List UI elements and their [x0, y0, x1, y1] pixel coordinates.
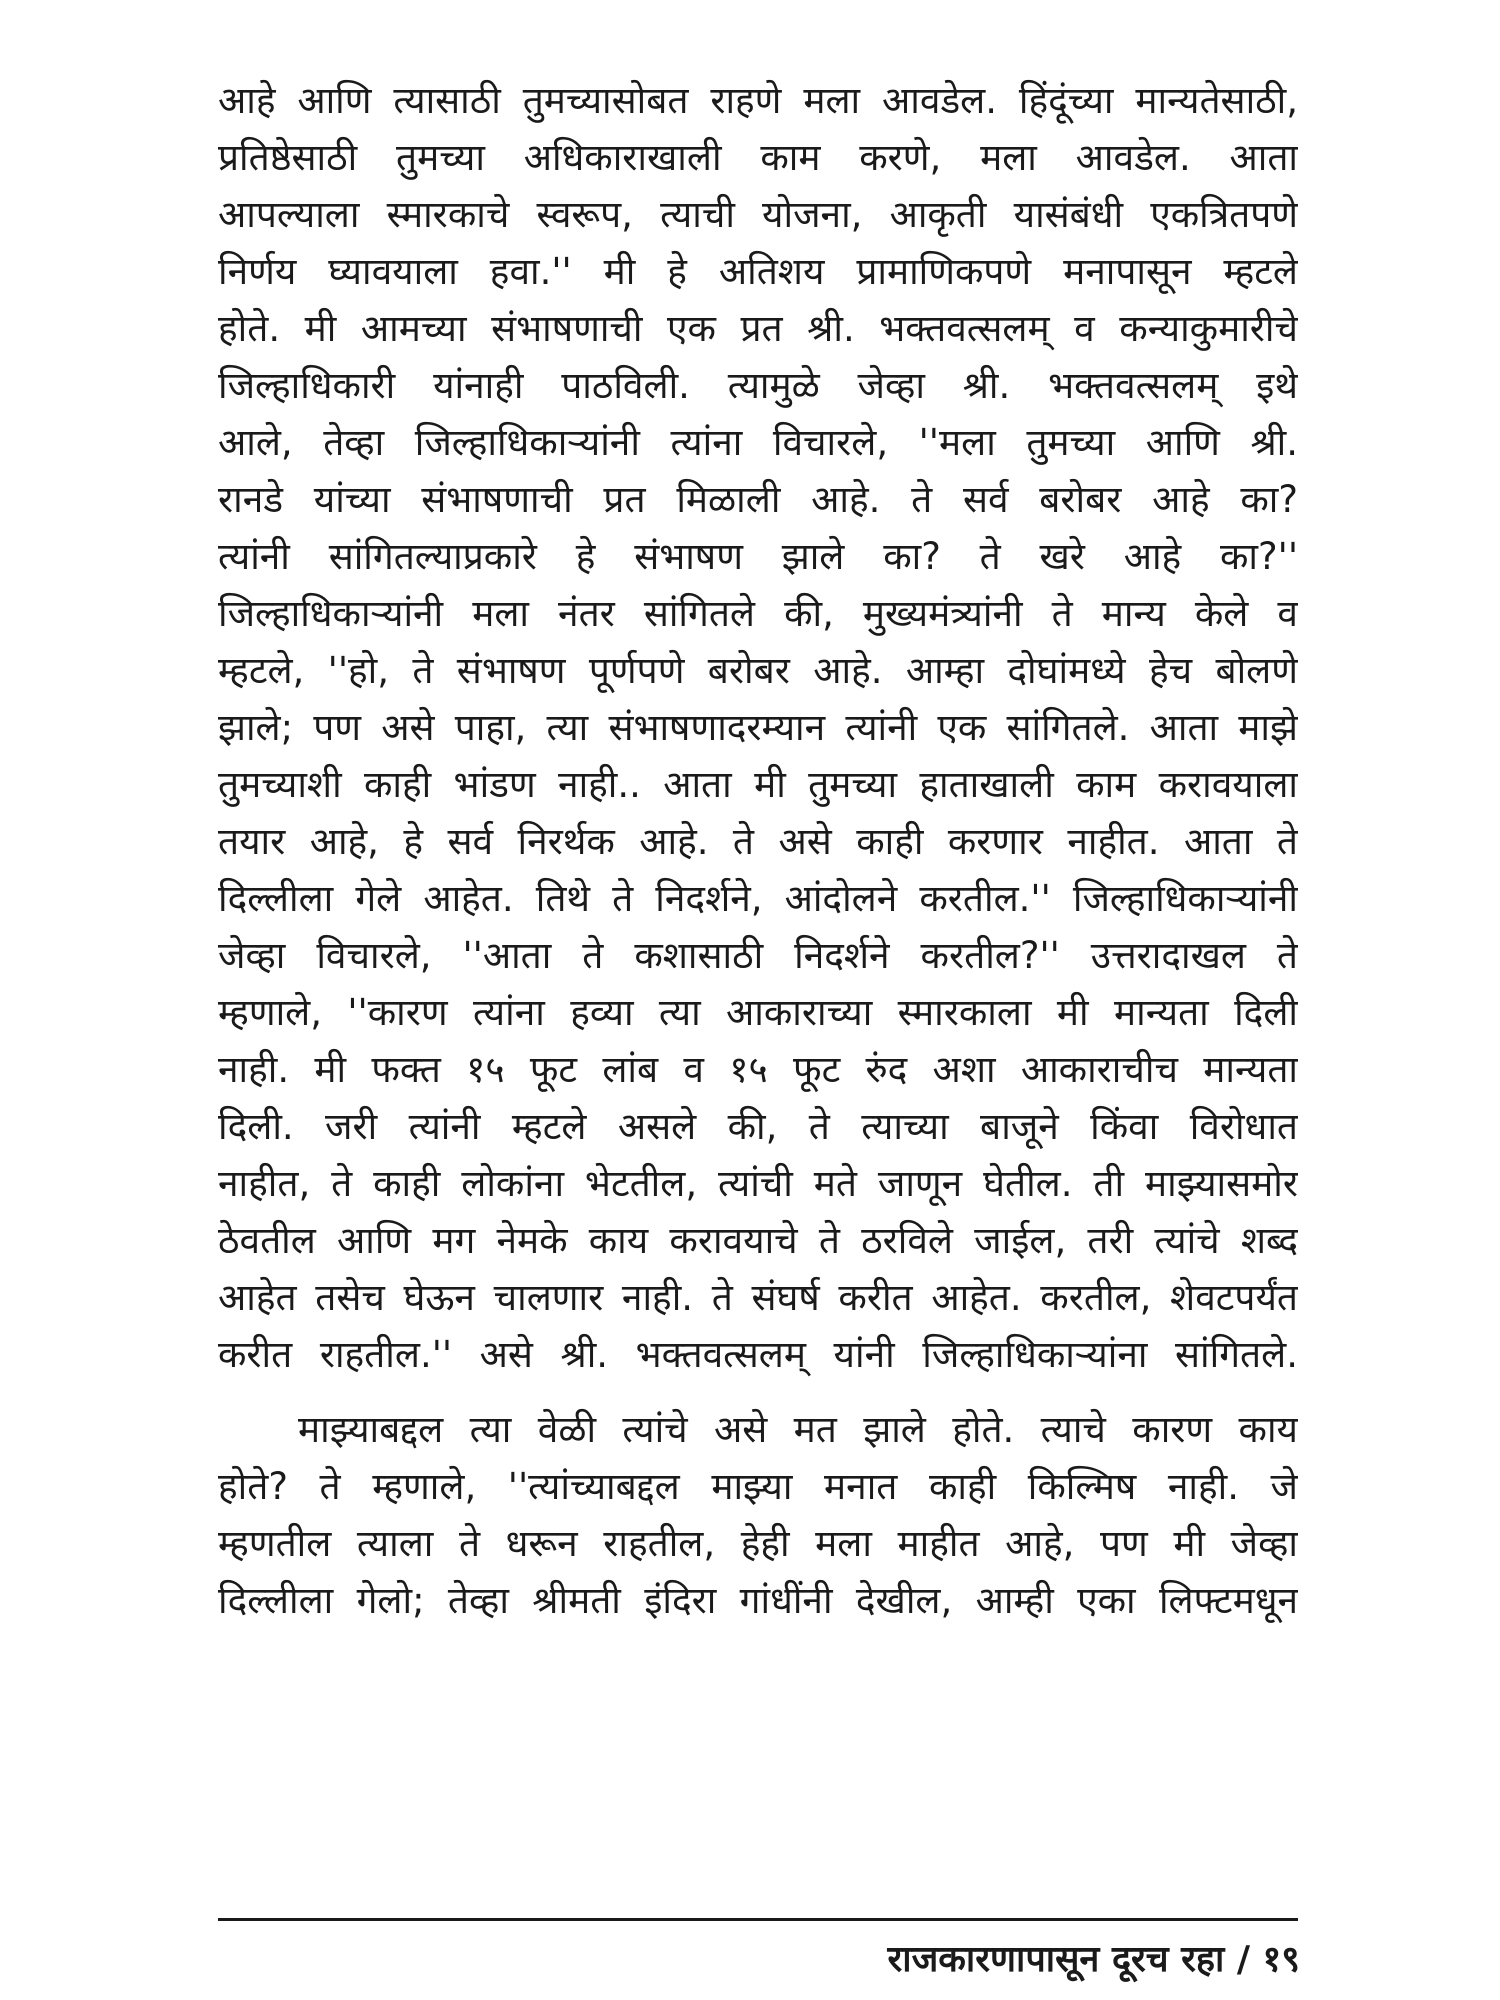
text-line: होते. मी आमच्या संभाषणाची एक प्रत श्री. भक्तवत्सलम् व कन्याकुमारीचे — [218, 307, 1298, 350]
text-line: प्रतिष्ठेसाठी तुमच्या अधिकाराखाली काम करणे, मला आवडेल. आता — [218, 136, 1298, 179]
text-line: म्हटले, ''हो, ते संभाषण पूर्णपणे बरोबर आहे. आम्हा दोघांमध्ये हेच बोलणे — [218, 649, 1298, 692]
text-line: नाही. मी फक्त १५ फूट लांब व १५ फूट रुंद अशा आकाराचीच मान्यता — [218, 1048, 1298, 1091]
text-line: म्हणतील त्याला ते धरून राहतील, हेही मला माहीत आहे, पण मी जेव्हा — [218, 1522, 1298, 1565]
footer-divider — [218, 1918, 1298, 1921]
text-line: नाहीत, ते काही लोकांना भेटतील, त्यांची मते जाणून घेतील. ती माझ्यासमोर — [218, 1162, 1298, 1205]
text-line: दिल्लीला गेले आहेत. तिथे ते निदर्शने, आंदोलने करतील.'' जिल्हाधिकाऱ्यांनी — [218, 877, 1298, 920]
text-line: झाले; पण असे पाहा, त्या संभाषणादरम्यान त्यांनी एक सांगितले. आता माझे — [218, 706, 1298, 749]
text-line: करीत राहतील.'' असे श्री. भक्तवत्सलम् यांनी जिल्हाधिकाऱ्यांना सांगितले. — [218, 1333, 1298, 1376]
paragraph-2 — [218, 1401, 1298, 1629]
text-line: म्हणाले, ''कारण त्यांना हव्या त्या आकाराच्या स्मारकाला मी मान्यता दिली — [218, 991, 1298, 1034]
text-line: आपल्याला स्मारकाचे स्वरूप, त्याची योजना, आकृती यासंबंधी एकत्रितपणे — [218, 193, 1298, 236]
text-line: जिल्हाधिकारी यांनाही पाठविली. त्यामुळे जेव्हा श्री. भक्तवत्सलम् इथे — [218, 364, 1298, 407]
text-line: आहेत तसेच घेऊन चालणार नाही. ते संघर्ष करीत आहेत. करतील, शेवटपर्यंत — [218, 1276, 1298, 1319]
paragraph-1 — [218, 72, 1298, 1383]
text-line: माझ्याबद्दल त्या वेळी त्यांचे असे मत झाले होते. त्याचे कारण काय — [298, 1408, 1298, 1451]
text-line: रानडे यांच्या संभाषणाची प्रत मिळाली आहे. ते सर्व बरोबर आहे का? — [218, 478, 1298, 521]
text-line: आहे आणि त्यासाठी तुमच्यासोबत राहणे मला आवडेल. हिंदूंच्या मान्यतेसाठी, — [218, 79, 1298, 122]
text-line: आले, तेव्हा जिल्हाधिकाऱ्यांनी त्यांना विचारले, ''मला तुमच्या आणि श्री. — [218, 421, 1298, 464]
text-line: निर्णय घ्यावयाला हवा.'' मी हे अतिशय प्रामाणिकपणे मनापासून म्हटले — [218, 250, 1298, 293]
text-line: होते? ते म्हणाले, ''त्यांच्याबद्दल माझ्या मनात काही किल्मिष नाही. जे — [218, 1465, 1298, 1508]
page-body — [218, 72, 1298, 1629]
text-line: जेव्हा विचारले, ''आता ते कशासाठी निदर्शने करतील?'' उत्तरादाखल ते — [218, 934, 1298, 977]
text-line: ठेवतील आणि मग नेमके काय करावयाचे ते ठरविले जाईल, तरी त्यांचे शब्द — [218, 1219, 1298, 1262]
text-line: दिल्लीला गेलो; तेव्हा श्रीमती इंदिरा गांधींनी देखील, आम्ही एका लिफ्टमधून — [218, 1579, 1298, 1622]
text-line: तुमच्याशी काही भांडण नाही.. आता मी तुमच्या हाताखाली काम करावयाला — [218, 763, 1298, 806]
running-footer: राजकारणापासून दूरच रहा / १९ — [887, 1939, 1300, 1980]
text-line: त्यांनी सांगितल्याप्रकारे हे संभाषण झाले का? ते खरे आहे का?'' — [218, 535, 1298, 578]
text-line: जिल्हाधिकाऱ्यांनी मला नंतर सांगितले की, मुख्यमंत्र्यांनी ते मान्य केले व — [218, 592, 1298, 635]
text-line: तयार आहे, हे सर्व निरर्थक आहे. ते असे काही करणार नाहीत. आता ते — [218, 820, 1298, 863]
paragraph-gap — [218, 1383, 1298, 1401]
text-line: दिली. जरी त्यांनी म्हटले असले की, ते त्याच्या बाजूने किंवा विरोधात — [218, 1105, 1298, 1148]
